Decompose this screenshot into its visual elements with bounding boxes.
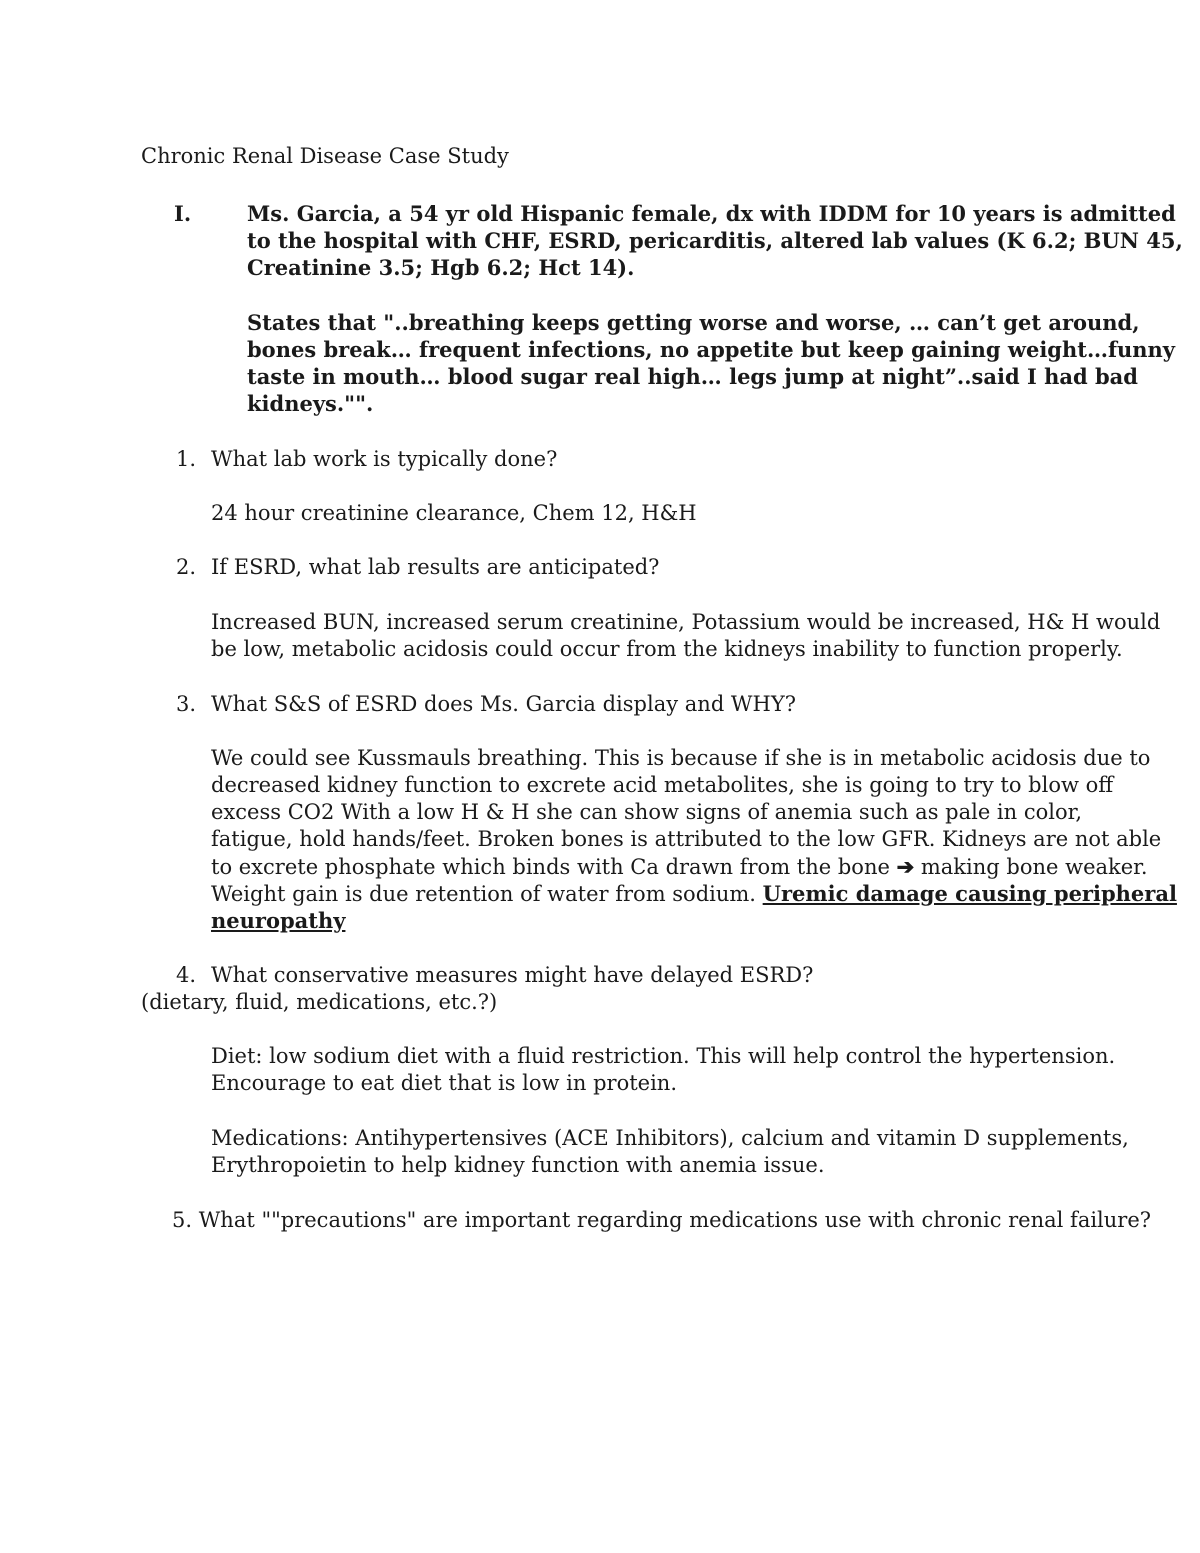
question-text: What conservative measures might have delayed ESRD?: [211, 963, 814, 987]
question-text: What S&S of ESRD does Ms. Garcia display and WHY?: [211, 692, 796, 716]
answer-line: Diet: low sodium diet with a fluid restriction. This will help control the hypertension.: [211, 1044, 1116, 1068]
answer-line: We could see Kussmauls breathing. This is because if she is in metabolic acidosis due to: [211, 746, 1151, 770]
answer-fragment: to excrete phosphate which binds with Ca drawn from the bone: [211, 855, 897, 879]
quote-line: bones break… frequent infections, no appetite but keep gaining weight…funny: [247, 337, 1175, 362]
question-subline: (dietary, fluid, medications, etc.?): [141, 990, 498, 1014]
question-text: If ESRD, what lab results are anticipated?: [211, 555, 660, 579]
answer-line: be low, metabolic acidosis could occur from the kidneys inability to function properly.: [211, 637, 1123, 661]
question-text: 5. What ""precautions" are important regarding medications use with chronic renal failure?: [172, 1208, 1152, 1232]
answer-fragment: making bone weaker.: [914, 855, 1148, 879]
section-numeral: I.: [174, 201, 192, 226]
answer-line: Encourage to eat diet that is low in protein.: [211, 1071, 678, 1095]
answer-line: Increased BUN, increased serum creatinine, Potassium would be increased, H& H would: [211, 610, 1161, 634]
emphasized-answer: Uremic damage causing peripheral: [762, 881, 1177, 906]
quote-line: States that "..breathing keeps getting worse and worse, … can’t get around,: [247, 310, 1140, 335]
answer-line: Erythropoietin to help kidney function with anemia issue.: [211, 1153, 825, 1177]
answer-line: [211, 853, 1148, 881]
emphasized-answer: neuropathy: [211, 908, 346, 933]
answer-text: 24 hour creatinine clearance, Chem 12, H&H: [211, 501, 697, 525]
quote-line: kidneys."".: [247, 391, 374, 416]
answer-line: decreased kidney function to excrete acid metabolites, she is going to try to blow off: [211, 773, 1114, 797]
question-text: What lab work is typically done?: [211, 447, 558, 471]
question-number: 1.: [176, 447, 197, 471]
answer-line: [211, 880, 1177, 908]
arrow-icon: ➔: [896, 854, 915, 879]
answer-line: Medications: Antihypertensives (ACE Inhibitors), calcium and vitamin D supplements,: [211, 1126, 1129, 1150]
answer-fragment: Weight gain is due retention of water from sodium.: [211, 882, 763, 906]
question-number: 4.: [176, 963, 197, 987]
case-line: Creatinine 3.5; Hgb 6.2; Hct 14).: [247, 255, 635, 280]
answer-line: excess CO2 With a low H & H she can show signs of anemia such as pale in color,: [211, 800, 1083, 824]
question-number: 3.: [176, 692, 197, 716]
case-line: Ms. Garcia, a 54 yr old Hispanic female, dx with IDDM for 10 years is admitted: [247, 201, 1176, 226]
document-title: Chronic Renal Disease Case Study: [141, 144, 509, 168]
question-number: 2.: [176, 555, 197, 579]
quote-line: taste in mouth… blood sugar real high… legs jump at night”..said I had bad: [247, 364, 1138, 389]
answer-line: fatigue, hold hands/feet. Broken bones is attributed to the low GFR. Kidneys are not able: [211, 827, 1162, 851]
case-line: to the hospital with CHF, ESRD, pericarditis, altered lab values (K 6.2; BUN 45,: [247, 228, 1183, 253]
